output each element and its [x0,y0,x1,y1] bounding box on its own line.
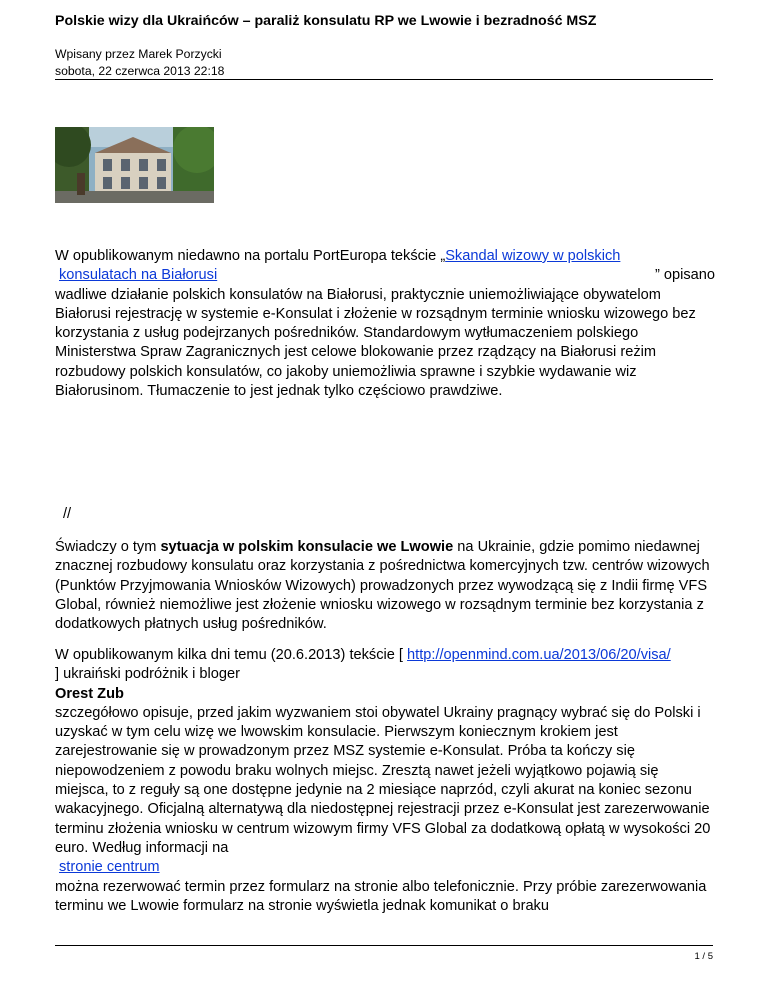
skandal-link-part1: Skandal wizowy w polskich [445,248,621,264]
author-name-orest-zub: Orest Zub [55,685,124,702]
intro-text-before: W opublikowanym niedawno na portalu PortEuropa tekście „ [55,248,446,264]
intro-text-rest: wadliwe działanie polskich konsulatów na Białorusi, praktycznie uniemożliwiające obywatelom Białorusi rejestrację w systemie e-Konsulat i złożenie w rozsądnym terminie wniosku wizowego bez korzystania z usług podejrzanych pośredników. Standardowym wytłumaczeniem polskiego Ministerstwa Spraw Zagranicznych jest celowe blokowanie przez rządzący na Białorusi reżim rozbudowy polskich konsulatów, co jakoby uniemożliwia sprawne i szybkie wydawanie wiz Białorusinom. Tłumaczenie to jest jednak tylko częściowo prawdziwe. [55,286,696,400]
header-divider [55,79,713,80]
article-meta [55,46,224,80]
consulate-photo-illustration [55,127,214,203]
para2-bold: sytuacja w polskim konsulacie we Lwowie [160,539,454,555]
consulate-photo [55,127,214,203]
stronie-centrum-link[interactable]: stronie centrum [59,859,160,876]
orest-zub-paragraph [55,646,715,916]
content-separator: // [63,506,72,522]
lwow-paragraph [55,538,715,634]
skandal-wizowy-link-cont[interactable] [59,267,217,283]
date-line: sobota, 22 czerwca 2013 22:18 [55,64,225,78]
footer-divider [55,945,713,946]
author-line: Wpisany przez Marek Porzycki [55,47,222,61]
para3-before-link: W opublikowanym kilka dni temu (20.6.2013) tekście [ [55,647,408,663]
para2-after: na Ukrainie, gdzie pomimo niedawnej znacznej rozbudowy konsulatu oraz korzystania z pośrednictwa komercyjnych tzw. centrów wizowych (Punktów Przyjmowania Wniosków Wizowych) prowadzonych przez wywodzącą się z Indii firmę VFS Global, również niemożliwe jest złożenie wniosku wizowego w rozsądnym terminie bez korzystania z dodatkowych płatnych usług pośredników. [55,539,710,633]
page-number: 1 / 5 [694,951,713,962]
document-title: Polskie wizy dla Ukraińców – paraliż konsulatu RP we Lwowie i bezradność MSZ [55,13,597,29]
para3-end: można rezerwować termin przez formularz na stronie albo telefonicznie. Przy próbie zarezerwowania terminu we Lwowie formularz na stronie wyświetla jednak komunikat o braku [55,878,707,914]
openmind-link[interactable]: http://openmind.com.ua/2013/06/20/visa/ [407,647,671,663]
intro-text-after-link: ” opisano [654,267,715,284]
para3-body: szczegółowo opisuje, przed jakim wyzwaniem stoi obywatel Ukrainy pragnący wybrać się do Polski i uzyskać w tym celu wizę we lwowskim konsulacie. Pierwszym koniecznym krokiem jest zarejestrowanie się w prowadzonym przez MSZ systemie e-Konsulat. Próba ta kończy się niepowodzeniem z powodu braku wolnych miejsc. Zresztą nawet jeżeli wyjątkowo pojawią się miejsca, to z reguły są one dostępne jedynie na 2 miesiące naprzód, czyli akurat na koniec sezonu wakacyjnego. Oficjalną alternatywą dla niedostępnej rejestracji przez e-Konsulat jest zarezerwowanie terminu złożenia wniosku w centrum wizowym firmy VFS Global za dodatkową opłatą w wysokości 20 euro. Według informacji na [55,704,711,856]
para3-after-link: ] ukraiński podróżnik i bloger [55,666,240,683]
para2-before: Świadczy o tym [55,539,161,555]
intro-paragraph [55,247,715,401]
skandal-link-part2: konsulatach na Białorusi [59,267,218,284]
skandal-wizowy-link[interactable] [445,248,620,264]
